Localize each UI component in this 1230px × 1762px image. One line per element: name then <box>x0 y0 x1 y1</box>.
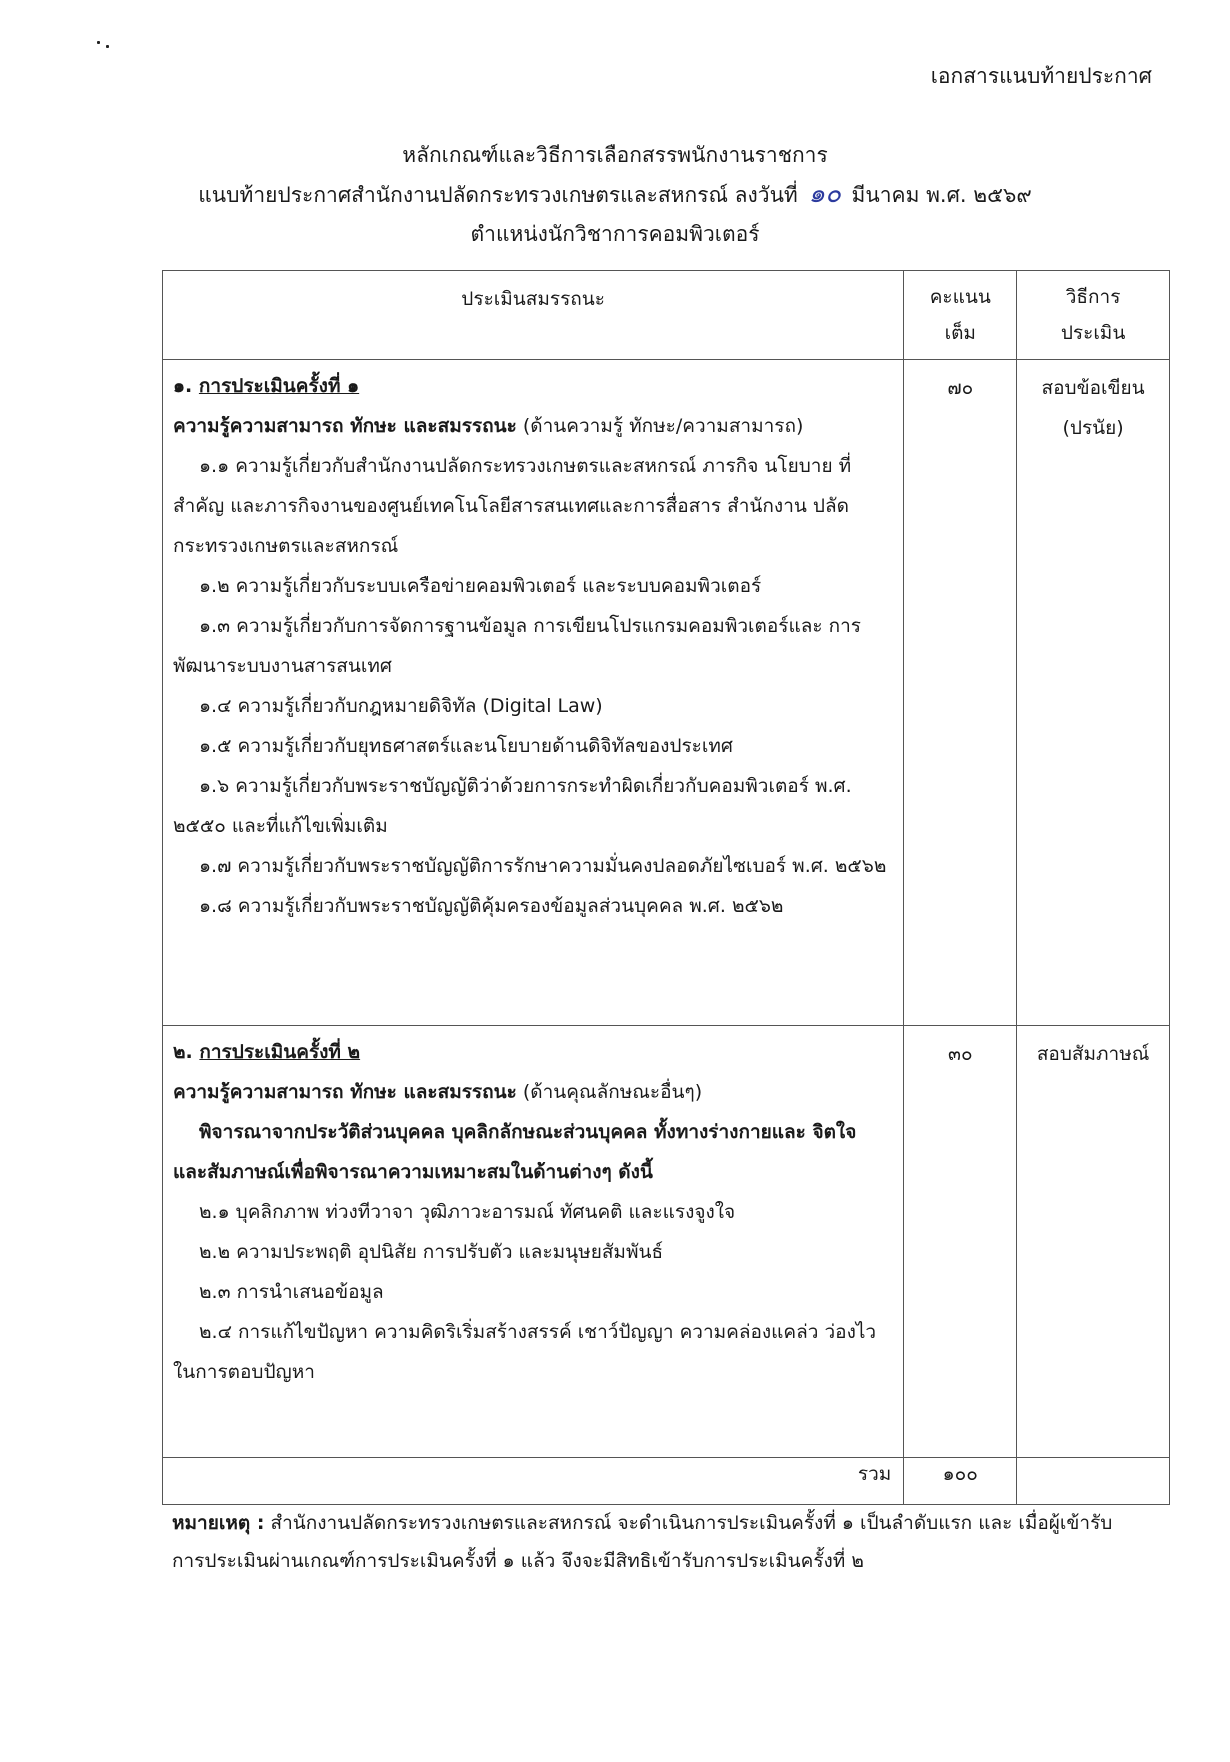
section-2-subtitle: ความรู้ความสามารถ ทักษะ และสมรรถนะ (ด้านคุณลักษณะอื่นๆ) <box>173 1081 703 1103</box>
header-method: วิธีการ ประเมิน <box>1017 271 1170 360</box>
footnote-label: หมายเหตุ : <box>172 1512 265 1534</box>
header-score: คะแนน เต็ม <box>904 271 1017 360</box>
table-header-row <box>163 271 1170 360</box>
section-1-method: สอบข้อเขียน (ปรนัย) <box>1017 360 1170 1026</box>
scan-speck <box>97 41 100 44</box>
list-item: ๑.๔ ความรู้เกี่ยวกับกฎหมายดิจิทัล (Digital Law) <box>199 695 603 717</box>
list-item: ๒.๒ ความประพฤติ อุปนิสัย การปรับตัว และมนุษยสัมพันธ์ <box>199 1241 664 1263</box>
title-line-3: ตำแหน่งนักวิชาการคอมพิวเตอร์ <box>470 222 760 246</box>
section-1-content <box>163 360 904 1026</box>
table-row-total <box>163 1458 1170 1505</box>
list-item: ๒.๔ การแก้ไขปัญหา ความคิดริเริ่มสร้างสรรค์ เชาว์ปัญญา ความคล่องแคล่ว ว่องไวในการตอบปัญหา <box>173 1321 877 1383</box>
section-2-content <box>163 1026 904 1458</box>
list-item: ๑.๕ ความรู้เกี่ยวกับยุทธศาสตร์และนโยบายด้านดิจิทัลของประเทศ <box>199 735 733 757</box>
table-row-section-2 <box>163 1026 1170 1458</box>
list-item: ๒.๑ บุคลิกภาพ ท่วงทีวาจา วุฒิภาวะอารมณ์ ทัศนคติ และแรงจูงใจ <box>199 1201 736 1223</box>
document-title <box>0 136 1230 254</box>
section-2-method: สอบสัมภาษณ์ <box>1017 1026 1170 1458</box>
section-1-title: ๑. การประเมินครั้งที่ ๑ <box>173 375 360 397</box>
section-2-title: ๒. การประเมินครั้งที่ ๒ <box>173 1041 361 1063</box>
section-2-intro: พิจารณาจากประวัติส่วนบุคคล บุคลิกลักษณะส่วนบุคคล ทั้งทางร่างกายและ จิตใจ และสัมภาษณ์เพื่อพิจารณาความเหมาะสมในด้านต่างๆ ดังนี้ <box>173 1121 857 1183</box>
section-2-score: ๓๐ <box>904 1026 1017 1458</box>
handwritten-day: ๑๐ <box>808 179 841 209</box>
list-item: ๑.๒ ความรู้เกี่ยวกับระบบเครือข่ายคอมพิวเตอร์ และระบบคอมพิวเตอร์ <box>199 575 762 597</box>
footnote-text: สำนักงานปลัดกระทรวงเกษตรและสหกรณ์ จะดำเนินการประเมินครั้งที่ ๑ เป็นลำดับแรก และ เมื่อผู้เข้ารับการประเมินผ่านเกณฑ์การประเมินครั้งที่ ๑ แล้ว จึงจะมีสิทธิเข้ารับการประเมินครั้งที่ ๒ <box>172 1512 1113 1572</box>
attachment-label: เอกสารแนบท้ายประกาศ <box>930 64 1152 88</box>
list-item: ๑.๑ ความรู้เกี่ยวกับสำนักงานปลัดกระทรวงเกษตรและสหกรณ์ ภารกิจ นโยบาย ที่สำคัญ และภารกิจงานของศูนย์เทคโนโลยีสารสนเทศและการสื่อสาร สำนักงาน ปลัดกระทรวงเกษตรและสหกรณ์ <box>173 455 852 557</box>
total-method-empty <box>1017 1458 1170 1505</box>
title-line-1: หลักเกณฑ์และวิธีการเลือกสรรพนักงานราชการ <box>402 143 828 167</box>
section-1-subtitle: ความรู้ความสามารถ ทักษะ และสมรรถนะ (ด้านความรู้ ทักษะ/ความสามารถ) <box>173 415 804 437</box>
title-line-2-prefix: แนบท้ายประกาศสำนักงานปลัดกระทรวงเกษตรและสหกรณ์ ลงวันที่ <box>198 183 798 207</box>
title-line-2-suffix: มีนาคม พ.ศ. ๒๕๖๙ <box>851 183 1032 207</box>
footnote <box>172 1504 1132 1580</box>
list-item: ๑.๖ ความรู้เกี่ยวกับพระราชบัญญัติว่าด้วยการกระทำผิดเกี่ยวกับคอมพิวเตอร์ พ.ศ. ๒๕๕๐ และที่แก้ไขเพิ่มเติม <box>173 775 852 837</box>
list-item: ๑.๓ ความรู้เกี่ยวกับการจัดการฐานข้อมูล การเขียนโปรแกรมคอมพิวเตอร์และ การพัฒนาระบบงานสารสนเทศ <box>173 615 861 677</box>
header-competency: ประเมินสมรรถนะ <box>163 271 904 360</box>
total-label: รวม <box>163 1458 904 1505</box>
title-line-2 <box>0 175 1230 215</box>
assessment-table <box>162 270 1170 1505</box>
table-row-section-1 <box>163 360 1170 1026</box>
scan-speck <box>106 45 109 48</box>
total-score: ๑๐๐ <box>904 1458 1017 1505</box>
list-item: ๑.๘ ความรู้เกี่ยวกับพระราชบัญญัติคุ้มครองข้อมูลส่วนบุคคล พ.ศ. ๒๕๖๒ <box>199 895 784 917</box>
list-item: ๑.๗ ความรู้เกี่ยวกับพระราชบัญญัติการรักษาความมั่นคงปลอดภัยไซเบอร์ พ.ศ. ๒๕๖๒ <box>199 855 887 877</box>
list-item: ๒.๓ การนำเสนอข้อมูล <box>199 1281 384 1303</box>
section-1-score: ๗๐ <box>904 360 1017 1026</box>
